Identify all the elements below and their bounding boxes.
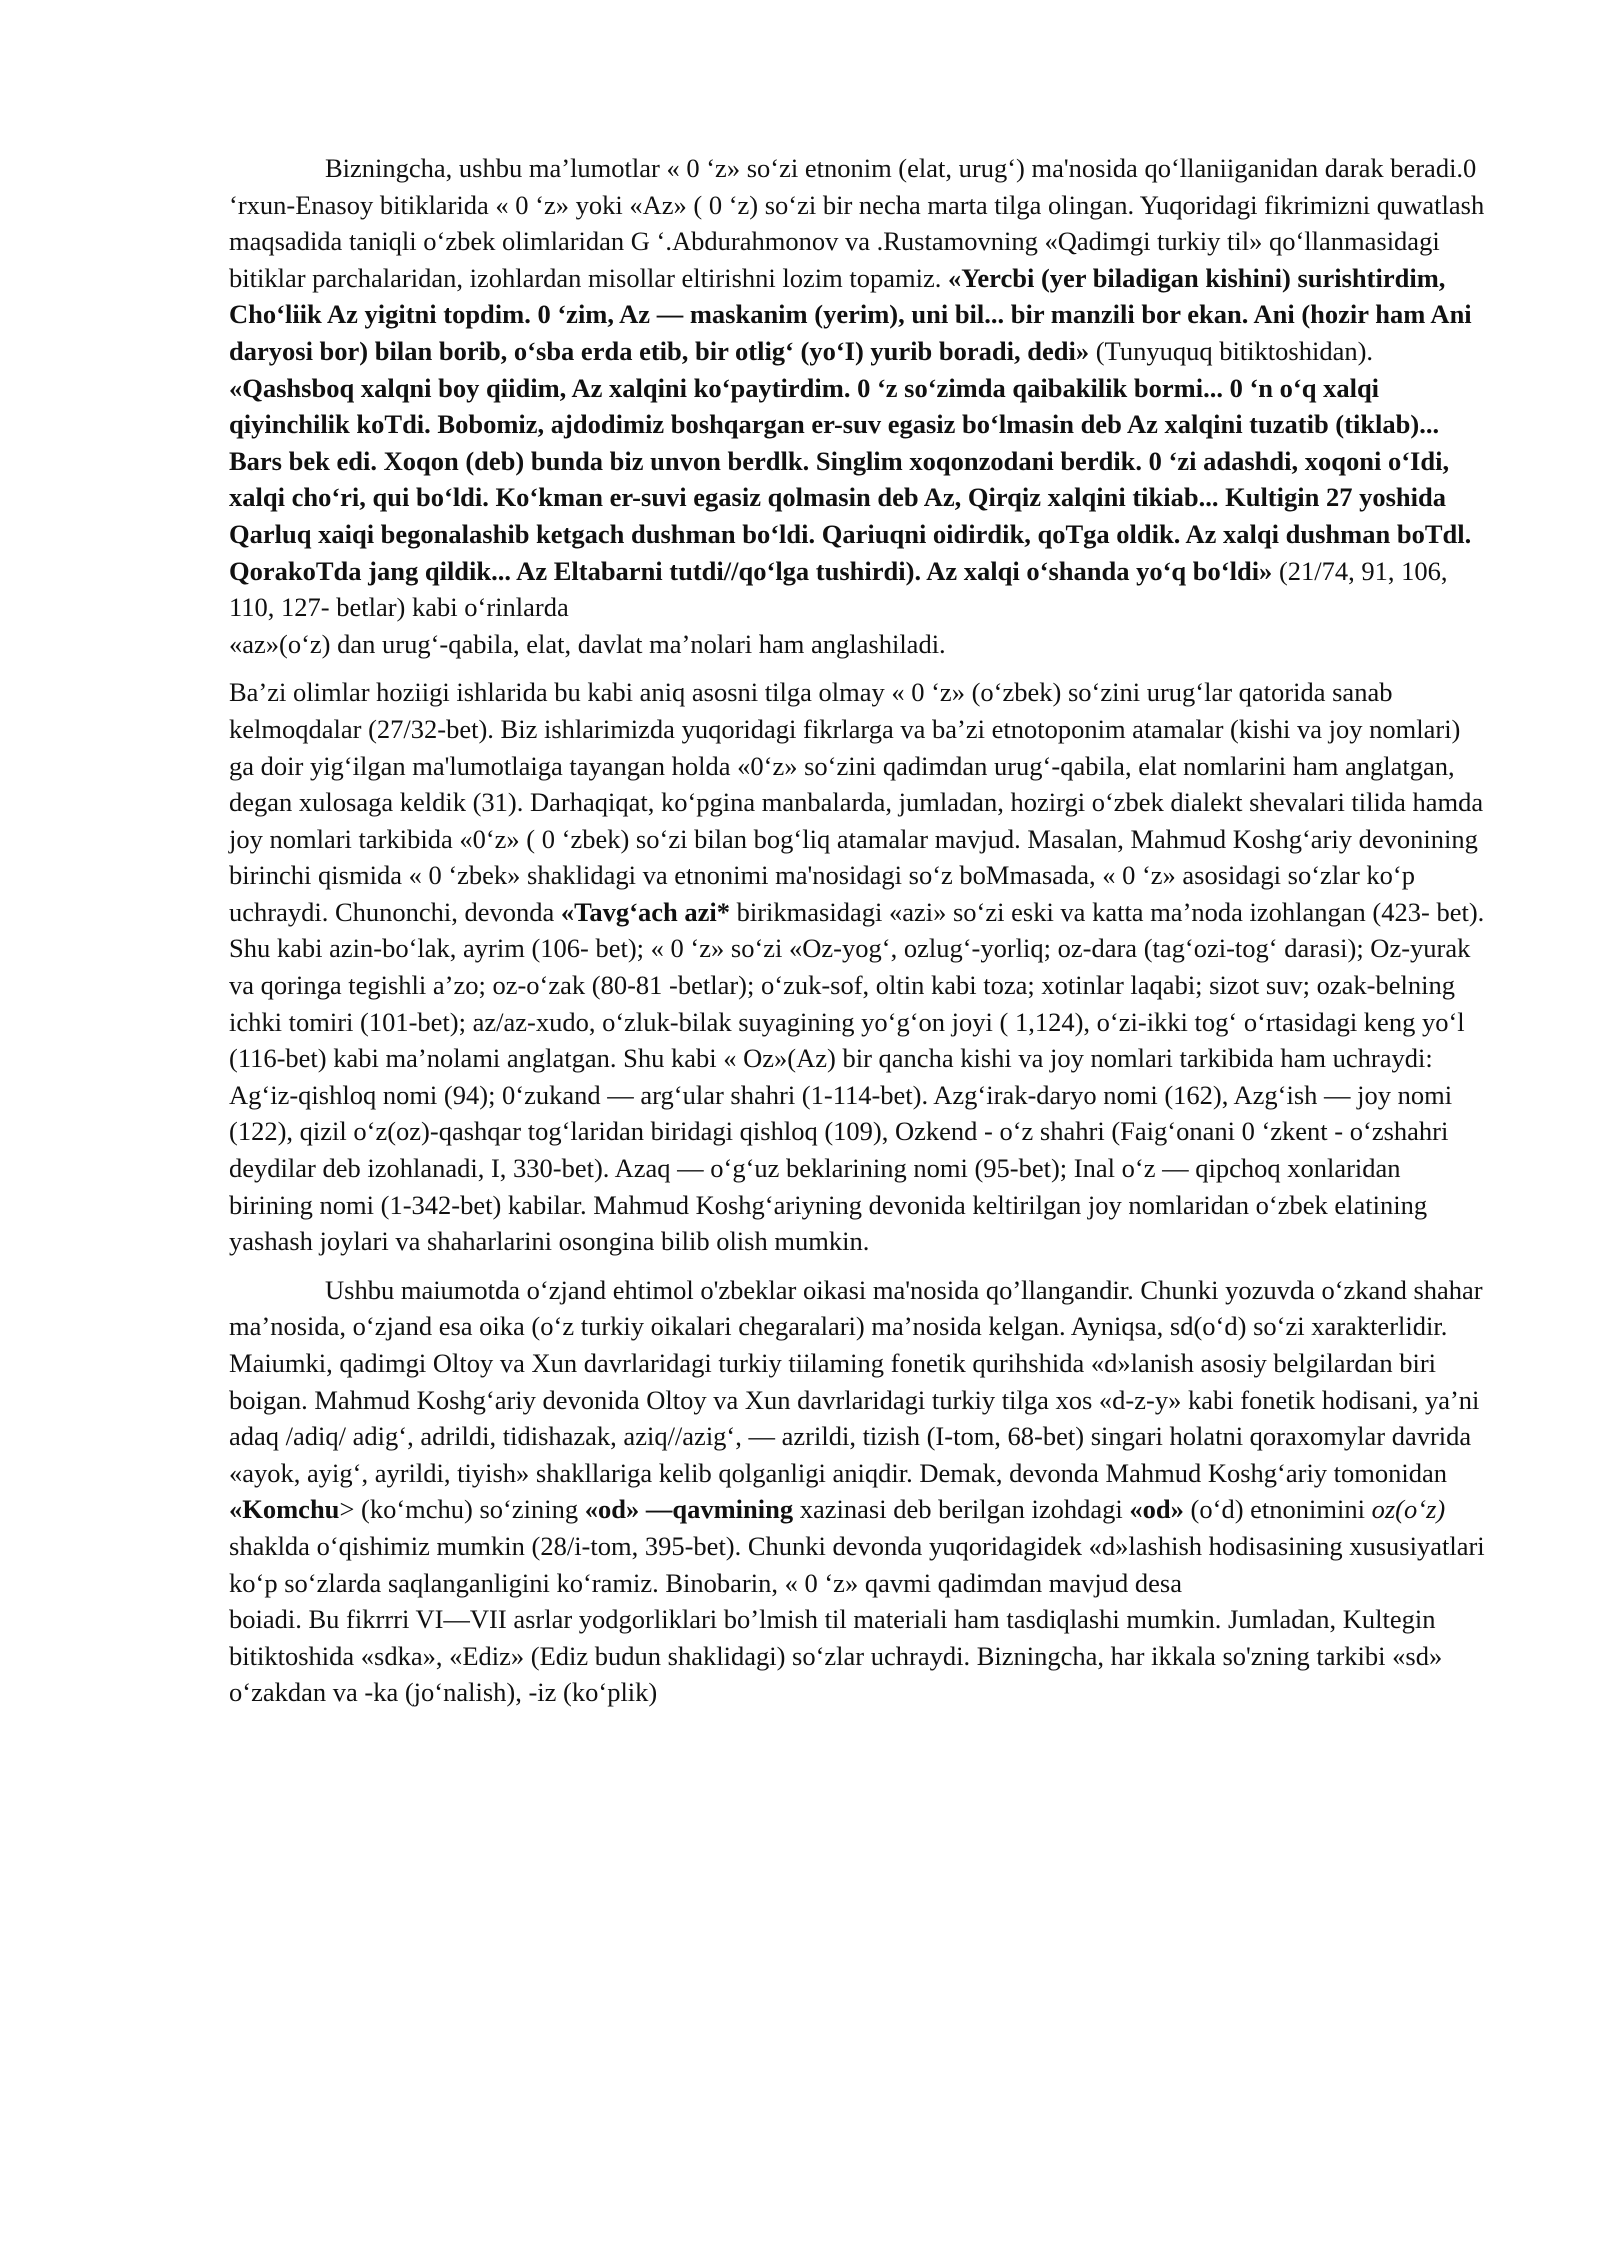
paragraph-1-text: Bizningcha, ushbu ma’lumotlar « 0 ‘z» so‘zi etnonim (elat, urug‘) ma'nosida qo‘llaniiganidan darak beradi.0 ‘rxun-Enasoy bitiklarida « 0 ‘z» yoki «Az» ( 0 ‘z) so‘zi bir necha marta tilga olingan. Yuqoridagi fikrimizni quwatlash maqsadida taniqli o‘zbek olimlaridan G ‘.Abdurahmonov va .Rustamovning «Qadimgi turkiy til» qo‘llanmasidagi bitiklar parchalaridan, izohlardan misollar eltirishni lozim topamiz. bbox=[229, 153, 1485, 293]
document-page bbox=[229, 150, 1489, 1711]
paragraph-3-text-4: shaklda o‘qishimiz mumkin (28/i-tom, 395-bet). Chunki devonda yuqoridagidek «d»lashish hodisasining xususiyatlari ko‘p so‘zlarda saqlanganligini ko‘ramiz. Binobarin, « 0 ‘z» qavmi qadimdan mavjud desa bbox=[229, 1530, 1485, 1598]
quote-tunyuquq: «Yercbi (yer biladigan kishini) surishtirdim, Cho‘liik Az yigitni topdim. 0 ‘zim, Az — maskanim (yerim), uni bil... bir manzili bor ekan. Ani (hozir ham Ani daryosi bor) bilan borib, o‘sba erda etib, bir otlig‘ (yo‘I) yurib boradi, dedi» bbox=[229, 262, 1472, 366]
paragraph-1 bbox=[229, 150, 1489, 662]
paragraph-2-text-continued: birikmasidagi «azi» so‘zi eski va katta ma’noda izohlangan (423- bet). Shu kabi azin-bo‘lak, ayrim (106- bet); « 0 ‘z» so‘zi «Oz-yog‘, ozlug‘-yorliq; oz-dara (tag‘ozi-tog‘ darasi); Oz-yurak va qoringa tegishli a’zo; oz-o‘zak (80-81 -betlar); o‘zuk-sof, oltin kabi toza; xotinlar laqabi; sizot suv; ozak-belning ichki tomiri (101-bet); az/az-xudo, o‘zluk-bilak suyagining yo‘g‘on joyi ( 1,124), o‘zi-ikki tog‘ o‘rtasidagi keng yo‘l (116-bet) kabi ma’nolami anglatgan. Shu kabi « Oz»(Az) bir qancha kishi va joy nomlari tarkibida ham uchraydi: Ag‘iz-qishloq nomi (94); 0‘zukand — arg‘ular shahri (1-114-bet). Azg‘irak-daryo nomi (162), Azg‘ish — joy nomi (122), qizil o‘z(oz)-qashqar tog‘laridan biridagi qishloq (109), Ozkend - o‘z shahri (Faig‘onani 0 ‘zkent - o‘zshahri deydilar deb izohlanadi, I, 330-bet). Azaq — o‘g‘uz beklarining nomi (95-bet); Inal o‘z — qipchoq xonlaridan birining nomi (1-342-bet) kabilar. Mahmud Koshg‘ariyning devonida keltirilgan joy nomlaridan o‘zbek elatining yashash joylari va shaharlarini osongina bilib olish mumkin. bbox=[229, 896, 1485, 1257]
paragraph-2-text: Ba’zi olimlar hoziigi ishlarida bu kabi aniq asosni tilga olmay « 0 ‘z» (o‘zbek) so‘zini urug‘lar qatorida sanab kelmoqdalar (27/32-bet). Biz ishlarimizda yuqoridagi fikrlarga va ba’zi etnotoponim atamalar (kishi va joy nomlari) ga doir yig‘ilgan ma'lumotlaiga tayangan holda «0‘z» so‘zini qadimdan urug‘-qabila, elat nomlarini ham anglatgan, degan xulosaga keldik (31). Darhaqiqat, ko‘pgina manbalarda, jumladan, hozirgi o‘zbek dialekt shevalari tilida hamda joy nomlari tarkibida «0‘z» ( 0 ‘zbek) so‘zi bilan bog‘liq atamalar mavjud. Masalan, Mahmud Koshg‘ariy devonining birinchi qismida « 0 ‘zbek» shaklidagi va etnonimi ma'nosidagi so‘z boMmasada, « 0 ‘z» asosidagi so‘zlar ko‘p uchraydi. Chunonchi, devonda bbox=[229, 677, 1484, 927]
quote-kultigin-continued: Bars bek edi. Xoqon (deb) bunda biz unvon berdlk. Singlim xoqonzodani berdik. 0 ‘zi adashdi, xoqoni o‘Idi, xalqi cho‘ri, qui bo‘ldi. Ko‘kman er-suvi egasiz qolmasin deb Az, Qirqiz xalqini tikiab... Kultigin 27 yoshida Qarluq xaiqi begonalashib ketgach dushman bo‘ldi. Qariuqni oidirdik, qoTga oldik. Az xalqi dushman boTdl. QorakoTda jang qildik... Az Eltabarni tutdi//qo‘lga tushirdi). Az xalqi o‘shanda yo‘q bo‘ldi» bbox=[229, 445, 1472, 586]
term-oz-italic: oz(o‘z) bbox=[1371, 1494, 1446, 1525]
quote-kultigin: «Qashsboq xalqni boy qiidim, Az xalqini ko‘paytirdim. 0 ‘z so‘zimda qaibakilik bormi... 0 ‘n o‘q xalqi qiyinchilik koTdi. Bobomiz, ajdodimiz boshqargan er-suv egasiz bo‘lmasin deb Az xalqini tuzatib (tiklab)... bbox=[229, 372, 1440, 440]
term-od: «od» bbox=[1129, 1494, 1184, 1525]
term-komchu: «Komchu bbox=[229, 1494, 340, 1525]
paragraph-3 bbox=[229, 1272, 1489, 1711]
paragraph-3-text-2: xazinasi deb berilgan izohdagi bbox=[799, 1494, 1123, 1525]
paragraph-3-text-3: (o‘d) etnonimini bbox=[1190, 1494, 1365, 1525]
source-note: (Tunyuquq bitiktoshidan). bbox=[1095, 335, 1374, 366]
term-tavgach-azi: «Tavg‘ach azi* bbox=[560, 896, 730, 927]
paragraph-3-komchu-gloss: > (ko‘mchu) so‘zining bbox=[339, 1494, 579, 1525]
term-od-qavmi: «od» —qavmining bbox=[584, 1494, 794, 1525]
paragraph-2 bbox=[229, 674, 1489, 1260]
paragraph-3-text: Ushbu maiumotda o‘zjand ehtimol o'zbeklar oikasi ma'nosida qo’llangandir. Chunki yozuvda o‘zkand shahar ma’nosida, o‘zjand esa oika (o‘z turkiy oikalari chegaralari) ma’nosida kelgan. Ayniqsa, sd(o‘d) so‘zi xarakterlidir. Maiumki, qadimgi Oltoy va Xun davrlaridagi turkiy tiilaming fonetik qurihshida «d»lanish asosiy belgilardan biri boigan. Mahmud Koshg‘ariy devonida Oltoy va Xun davrlaridagi turkiy tilga xos «d-z-y» kabi fonetik hodisani, ya’ni adaq /adiq/ adig‘, adrildi, tidishazak, aziq//azig‘, — azrildi, tizish (I-tom, 68-bet) singari holatni qoraxomylar davrida «ayok, ayig‘, ayrildi, tiyish» shakllariga kelib qolganligi aniqdir. Demak, devonda Mahmud Koshg‘ariy tomonidan bbox=[229, 1274, 1483, 1488]
paragraph-3-text-5: boiadi. Bu fikrrri VI—VII asrlar yodgorliklari bo’lmish til materiali ham tasdiqlashi mumkin. Jumladan, Kultegin bitiktoshida «sdka», «Ediz» (Ediz budun shaklidagi) so‘zlar uchraydi. Bizningcha, har ikkala so'zning tarkibi «sd» o‘zakdan va -ka (jo‘nalish), -iz (ko‘plik) bbox=[229, 1604, 1443, 1708]
page-reference: (21/74, 91, 106, 110, 127- betlar) kabi o‘rinlarda bbox=[229, 555, 1448, 623]
paragraph-1-conclusion: «az»(o‘z) dan urug‘-qabila, elat, davlat ma’nolari ham anglashiladi. bbox=[229, 628, 946, 659]
